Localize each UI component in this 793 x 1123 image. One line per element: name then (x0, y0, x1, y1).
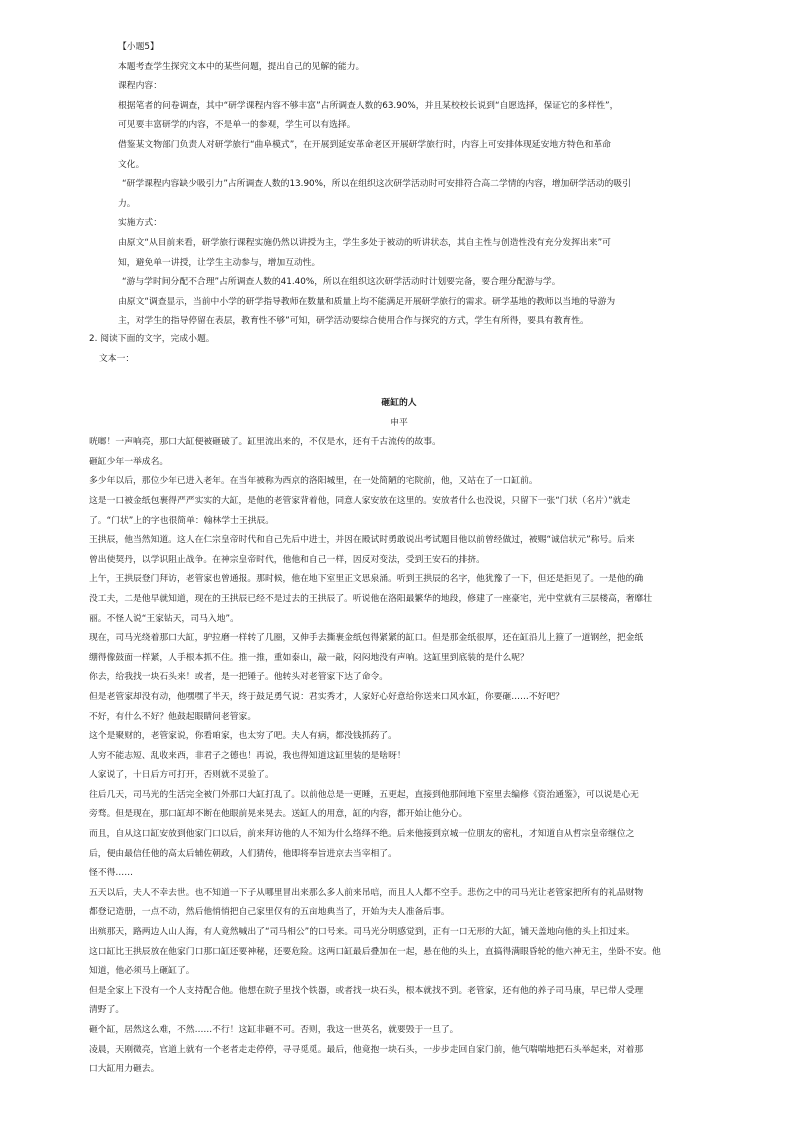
story-line: 这个是聚财的，老管家说，你看咱家，也太穷了吧。夫人有病，都没钱抓药了。 (89, 731, 397, 742)
story-line: 而且，自从这口缸安放到他家门口以后，前来拜访他的人不知为什么络绎不绝。后来他接到京城一位朋友的密札，才知道自从哲宗皇帝继位之 (89, 829, 635, 840)
analysis-line: 课程内容： (118, 81, 162, 92)
story-line: 曾出使契丹，以学识阻止战争。在神宗皇帝时代，他他和自己一样，因反对变法，受到王安石的排挤。 (89, 554, 485, 565)
analysis-line: 可见要丰富研学的内容，不是单一的参观，学生可以有选择。 (118, 120, 356, 131)
story-line: 但是全家上下没有一个人支持配合他。他想在院子里找个铁器，或者找一块石头，根本就找不到。老管家，还有他的养子司马康，早已带人受理 (89, 985, 644, 996)
story-title: 砸缸的人 (381, 398, 417, 408)
analysis-line: 实施方式： (118, 218, 162, 229)
story-line: 现在，司马光绕着那口大缸，驴拉磨一样转了几圈，又伸手去撕裹金纸包得紧紧的缸口。但是那金纸很厚，还在缸沿儿上箍了一道钢丝，把金纸 (89, 633, 644, 644)
story-author: 申平 (390, 417, 408, 428)
question-prompt: 2. 阅读下面的文字，完成小题。 (89, 334, 215, 344)
analysis-line: 力。 (118, 198, 136, 209)
story-line: 没工夫，二是他早就知道，现在的王拱辰已经不是过去的王拱辰了。听说他在洛阳最繁华的地段，修建了一座豪宅，光中堂就有三层楼高，奢靡壮 (89, 593, 653, 604)
analysis-line: 由原文“调查显示，当前中小学的研学指导教师在数量和质量上均不能满足开展研学旅行的需求。研学基地的教师以当地的导游为 (118, 296, 616, 307)
story-line: 凌晨，天刚微亮，官道上就有一个老者走走停停，寻寻觅觅。最后，他竟抱一块石头，一步步走回自家门前，他气喘喘地把石头举起来，对着那 (89, 1044, 644, 1055)
story-line: 砸缸少年一举成名。 (89, 456, 169, 467)
story-line: 知道，他必须马上砸缸了。 (89, 966, 195, 977)
story-line: 王拱辰，他当然知道。这人在仁宗皇帝时代和自己先后中进士，并因在殿试时勇敢说出考试题目他以前曾经做过，被赐“诚信状元”称号。后来 (89, 535, 635, 546)
story-line: 清野了。 (89, 1005, 125, 1016)
analysis-line: 由原文“从目前来看，研学旅行课程实施仍然以讲授为主，学生多处于被动的听讲状态，其自主性与创造性没有充分发挥出来”可 (118, 237, 611, 248)
analysis-line: 知，避免单一讲授，让学生主动参与，增加互动性。 (118, 257, 321, 268)
story-line: 怪不得…… (89, 868, 133, 879)
story-line: 不好，有什么不好？他鼓起眼睛问老管家。 (89, 711, 257, 722)
story-line: 丽。不怪人说“王家钻天，司马入地”。 (89, 613, 239, 624)
story-line: 这口缸比王拱辰放在他家门口那口缸还要神秘，还要危险。这两口缸最后叠加在一起，悬在他的头上，直搞得满眼昏轮的他六神无主，坐卧不安。他 (89, 946, 661, 957)
story-line: 上午，王拱辰登门拜访，老管家也曾通报。那时候，他在地下室里正文思泉涌。听到王拱辰的名字，他犹豫了一下，但还是拒见了。一是他的确 (89, 574, 644, 585)
question-2-header (89, 330, 709, 369)
story-line: 五天以后，夫人不幸去世。也不知道一下子从哪里冒出来那么多人前来吊唁，而且人人都不空手。悲伤之中的司马光让老管家把所有的礼品财物 (89, 887, 644, 898)
analysis-line: 借鉴某文物部门负责人对研学旅行“曲阜模式”，在开展到延安革命老区开展研学旅行时，内容上可安排体现延安地方特色和革命 (118, 139, 611, 150)
analysis-line: “游与学时间分配不合理”占所调查人数的41.40%，所以在组织这次研学活动时计划要完备，要合理分配游与学。 (122, 277, 561, 288)
subquestion-heading: 【小题5】 (118, 42, 159, 52)
story-line: 砸个缸，居然这么难，不然……不行！这缸非砸不可。否则，我这一世英名，就要毁于一旦了。 (89, 1025, 459, 1035)
answer-analysis-section (118, 38, 708, 332)
analysis-line: 本题考查学生探究文本中的某些问题，提出自己的见解的能力。 (118, 61, 365, 72)
analysis-line: 根据笔者的问卷调查，其中“研学课程内容不够丰富”占所调查人数的63.90%，并且某校校长说到“自愿选择，保证它的多样性”， (118, 100, 619, 111)
story-line: 往后几天，司马光的生活完全被门外那口大缸打乱了。以前他总是一更睡，五更起，直接到他那间地下室里去编修《资治通鉴》，可以说是心无 (89, 789, 639, 800)
analysis-line: 主，对学生的指导停留在表层，教育性不够”可知，研学活动要综合使用合作与探究的方式，学生有所得，要具有教育性。 (118, 316, 589, 327)
story-line: 人家说了，十日后方可打开，否则就不灵验了。 (89, 770, 274, 781)
story-text (89, 394, 709, 1080)
story-line: 出殡那天，路两边人山人海，有人竟然喊出了“司马相公”的口号来。司马光分明感觉到，正有一口无形的大缸，铺天盖地向他的头上扣过来。 (89, 927, 635, 938)
analysis-line: 文化。 (118, 159, 145, 170)
story-line: 但是老管家却没有动，他嘿嘿了半天，终于鼓足勇气说：君实秀才，人家好心好意给你送来口风水缸，你要砸……不好吧？ (89, 691, 565, 702)
story-line: 绷得像鼓面一样紧，人手根本抓不住。推一推，重如泰山，敲一敲，闷闷地没有声响。这缸里到底装的是什么呢？ (89, 652, 529, 663)
story-line: 口大缸用力砸去。 (89, 1064, 160, 1075)
story-line: 这是一口被金纸包裹得严严实实的大缸，是他的老管家背着他，同意人家安放在这里的。安放者什么也没说，只留下一张“门状（名片）”就走 (89, 495, 631, 506)
analysis-line: “研学课程内容缺少吸引力”占所调查人数的13.90%，所以在组织这次研学活动时可安排符合高二学情的内容，增加研学活动的吸引 (122, 179, 631, 190)
story-line: 多少年以后，那位少年已进入老年。在当年被称为西京的洛阳城里，在一处简陋的宅院前，他，又站在了一口缸前。 (89, 476, 538, 487)
story-line: 旁骛。但是现在，那口缸却不断在他眼前晃来晃去。送缸人的用意，缸的内容，都开始让他分心。 (89, 809, 468, 820)
story-line: 了。“门状”上的字也很简单：翰林学士王拱辰。 (89, 515, 275, 526)
story-line: 都登记造册，一点不动，然后他悄悄把自己家里仅有的五亩地典当了，开始为夫人准备后事。 (89, 907, 450, 918)
text-label: 文本一： (99, 353, 135, 364)
story-line: 后，便由最信任他的高太后辅佐朝政，人们猜传，他即将奉旨进京去当宰相了。 (89, 848, 397, 859)
story-line: 人穷不能志短、乱收来西，非君子之德也！再说，我也得知道这缸里装的是啥呀！ (89, 750, 406, 761)
story-line: 咣啷！一声响亮，那口大缸便被砸破了。缸里流出来的，不仅是水，还有千古流传的故事。 (89, 437, 441, 448)
story-line: 你去，给我找一块石头来！或者，是一把锤子。他转头对老管家下达了命令。 (89, 672, 389, 683)
